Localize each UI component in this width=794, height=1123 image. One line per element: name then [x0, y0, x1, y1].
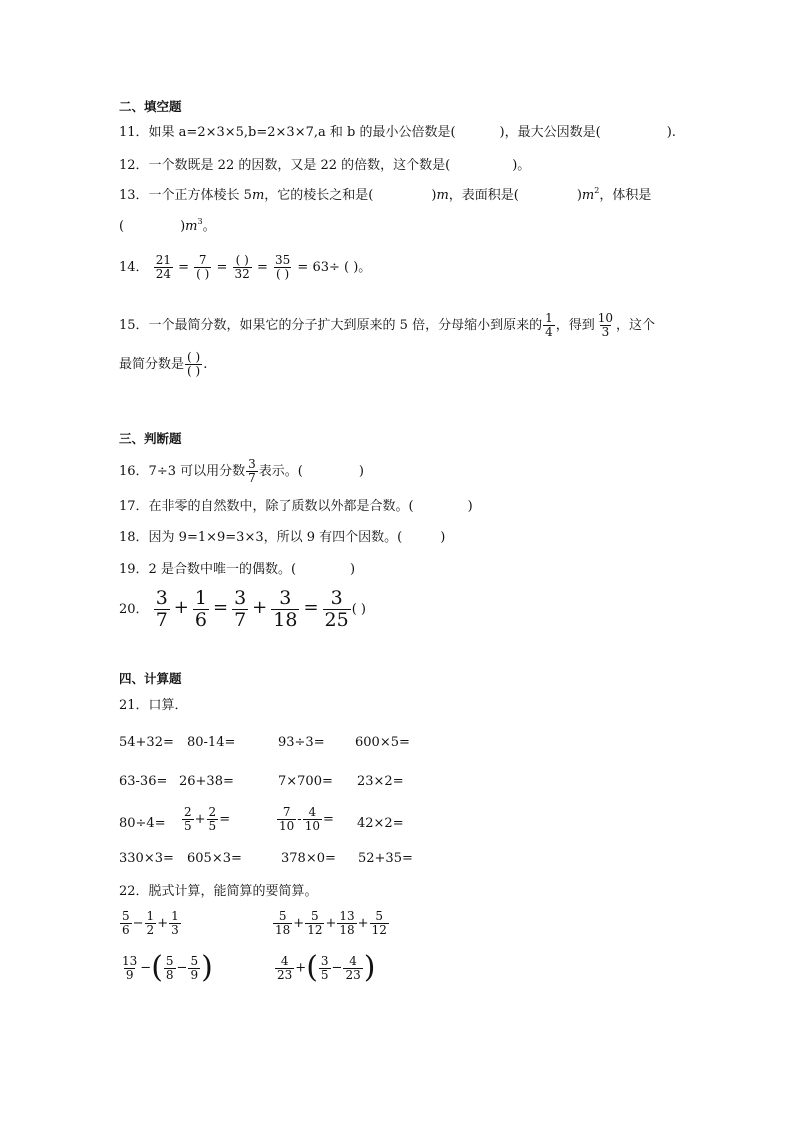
question-text: ). — [666, 125, 676, 140]
numerator: 3 — [234, 587, 247, 609]
numerator: 3 — [330, 587, 343, 609]
mental-math-item: 26+38= — [179, 774, 234, 789]
question-14 — [119, 254, 371, 281]
denominator: 18 — [273, 609, 298, 631]
denominator: 12 — [307, 923, 323, 937]
unit-m: m — [251, 188, 265, 203]
fraction — [277, 806, 296, 833]
fraction — [188, 955, 200, 982]
question-text: 表示。( — [258, 464, 303, 479]
unit-m: m — [581, 188, 595, 203]
question-text: ) — [576, 188, 582, 203]
question-number: 13． — [119, 188, 149, 203]
numerator: 3 — [279, 587, 292, 609]
fraction — [246, 458, 258, 485]
denominator: 23 — [345, 967, 361, 982]
denominator: 23 — [277, 967, 293, 982]
question-text: 一个数既是 22 的因数，又是 22 的倍数，这个数是( — [148, 158, 451, 173]
question-text: 脱式计算，能简算的要简算。 — [148, 884, 318, 899]
fraction — [169, 910, 181, 937]
equals: = — [216, 260, 228, 275]
superscript: 3 — [197, 217, 203, 226]
denominator: 7 — [234, 609, 247, 631]
denominator: 4 — [545, 325, 553, 339]
question-text: ) — [467, 499, 473, 514]
mental-math-item: 93÷3= — [278, 735, 325, 750]
expression-2 — [272, 910, 390, 937]
question-text: ，得到 — [555, 318, 595, 333]
denominator: 18 — [339, 923, 355, 937]
numerator: 7 — [198, 253, 207, 267]
numerator: 5 — [190, 953, 199, 968]
equals: = — [212, 597, 229, 618]
numerator: 1 — [194, 587, 207, 609]
fraction — [543, 312, 555, 339]
question-text: )。 — [512, 158, 531, 173]
fraction — [194, 254, 211, 281]
equals: = — [303, 597, 319, 618]
fraction — [273, 910, 292, 937]
fraction — [273, 254, 292, 281]
question-text: 因为 9=1×9=3×3，所以 9 有四个因数。( — [148, 530, 403, 545]
question-16 — [119, 458, 364, 485]
question-15 — [119, 312, 655, 339]
unit-m: m — [436, 188, 449, 203]
numerator: 21 — [155, 253, 171, 267]
mental-math-item: 605×3= — [187, 851, 242, 866]
numerator: 5 — [122, 909, 130, 923]
left-paren: ( — [151, 950, 163, 985]
question-number: 20． — [119, 602, 149, 617]
question-text: ( — [119, 219, 125, 234]
question-number: 19． — [119, 562, 149, 577]
operator: − — [331, 960, 343, 976]
question-text: ) — [358, 464, 364, 479]
numerator: 3 — [248, 457, 256, 471]
question-text: 一个最简分数，如果它的分子扩大到原来的 5 倍，分母缩小到原来的 — [148, 318, 543, 333]
fraction — [271, 588, 299, 631]
question-text: 如果 a=2×3×5,b=2×3×7,a 和 b 的最小公倍数是( — [148, 125, 456, 140]
section-judge-heading: 三、判断题 — [119, 431, 182, 446]
denominator: 6 — [122, 923, 130, 937]
question-number: 21． — [119, 698, 149, 713]
mental-math-item: 52+35= — [358, 851, 413, 866]
question-17 — [119, 498, 473, 516]
question-21 — [119, 697, 188, 715]
fraction — [164, 955, 176, 982]
numerator: 2 — [208, 805, 217, 819]
denominator: 24 — [155, 267, 171, 281]
question-number: 12． — [119, 158, 149, 173]
fraction — [305, 910, 324, 937]
numerator: 13 — [339, 909, 355, 923]
denominator: 3 — [171, 923, 179, 937]
operator: - — [297, 812, 302, 827]
blank-numerator[interactable]: ( ) — [235, 253, 249, 267]
denominator: 6 — [194, 609, 207, 631]
question-number: 18． — [119, 530, 149, 545]
right-paren: ) — [363, 950, 376, 985]
equals: = — [178, 260, 190, 275]
denominator: 9 — [190, 967, 199, 982]
fraction — [337, 910, 356, 937]
numerator: 1 — [146, 909, 155, 923]
mental-math-item-fraction — [181, 806, 230, 833]
denominator: 7 — [155, 609, 168, 631]
expression-4 — [274, 950, 376, 985]
question-text: ，它的棱长之和是( — [264, 188, 374, 203]
superscript: 2 — [594, 186, 600, 195]
question-text: 最简分数是 — [119, 357, 185, 372]
numerator: 10 — [597, 311, 614, 325]
question-15-line2 — [119, 351, 207, 378]
question-text: )，最大公因数是( — [499, 125, 601, 140]
question-number: 11． — [119, 125, 149, 140]
question-text: = 63÷ ( )。 — [297, 260, 372, 275]
question-text: 7÷3 可以用分数 — [148, 464, 246, 479]
question-number: 16． — [119, 464, 149, 479]
mental-math-item: 600×5= — [355, 735, 410, 750]
fraction — [154, 588, 170, 631]
unit-m: m — [185, 219, 198, 234]
fraction — [145, 910, 157, 937]
numerator: 1 — [545, 311, 553, 325]
fraction — [193, 588, 209, 631]
equals: = — [256, 260, 268, 275]
question-text: 在非零的自然数中，除了质数以外都是合数。( — [148, 499, 414, 514]
operator: + — [157, 916, 169, 931]
question-text: ) — [350, 562, 356, 577]
numerator: 13 — [122, 953, 138, 968]
denominator: 18 — [275, 923, 291, 937]
denominator: 5 — [208, 819, 217, 833]
numerator: 35 — [275, 253, 291, 267]
denominator: 2 — [146, 923, 155, 937]
fraction — [120, 955, 139, 982]
plus-sign: + — [252, 597, 268, 618]
section-fill-heading: 二、填空题 — [119, 99, 182, 114]
operator: + — [293, 916, 305, 931]
operator: + — [295, 960, 307, 976]
mental-math-item: 54+32= — [119, 735, 174, 750]
numerator: 5 — [375, 909, 384, 923]
right-paren: ) — [201, 950, 213, 985]
question-text: ) — [180, 219, 186, 234]
denominator: 32 — [234, 267, 250, 281]
equals: = — [322, 812, 334, 827]
question-20 — [119, 588, 366, 631]
denominator: 8 — [165, 967, 174, 982]
numerator: 3 — [320, 953, 329, 968]
question-19 — [119, 561, 355, 579]
denominator: 12 — [371, 923, 387, 937]
fraction — [319, 955, 331, 982]
fraction — [596, 312, 615, 339]
fraction — [154, 254, 173, 281]
numerator: 5 — [165, 953, 174, 968]
mental-math-item: 80÷4= — [119, 816, 166, 831]
operator: + — [325, 916, 337, 931]
numerator: 2 — [184, 805, 192, 819]
left-paren: ( — [306, 950, 318, 985]
fraction — [207, 806, 219, 833]
operator: − — [176, 960, 188, 976]
fraction — [232, 588, 248, 631]
fraction-answer[interactable] — [185, 351, 202, 378]
blank-denominator[interactable]: ( ) — [196, 267, 210, 281]
numerator: 5 — [311, 909, 319, 923]
denominator: 10 — [279, 819, 295, 833]
question-13-line2 — [119, 218, 216, 236]
blank-denominator[interactable]: ( ) — [276, 267, 290, 281]
mental-math-item: 80-14= — [187, 735, 236, 750]
numerator: 5 — [278, 909, 287, 923]
numerator: 4 — [349, 953, 357, 968]
numerator: 3 — [155, 587, 168, 609]
denominator: 5 — [184, 819, 192, 833]
mental-math-item-fraction — [276, 806, 334, 833]
numerator: 1 — [171, 909, 179, 923]
question-text: ，表面积是( — [448, 188, 519, 203]
mental-math-item: 330×3= — [119, 851, 174, 866]
mental-math-item: 42×2= — [357, 816, 404, 831]
question-text: 2 是合数中唯一的偶数。( — [148, 562, 297, 577]
question-number: 22． — [119, 884, 149, 899]
numerator: 7 — [282, 805, 291, 819]
denominator: 10 — [304, 819, 320, 833]
numerator: 4 — [280, 953, 289, 968]
question-12 — [119, 157, 530, 175]
question-22 — [119, 883, 318, 901]
question-text: 口算． — [148, 698, 188, 713]
fraction — [370, 910, 389, 937]
mental-math-item: 63-36= — [119, 774, 168, 789]
operator: + — [357, 916, 369, 931]
fraction — [303, 806, 322, 833]
question-text: 。 — [202, 219, 216, 234]
question-number: 15． — [119, 318, 149, 333]
denominator: 25 — [324, 609, 349, 631]
numerator: 4 — [308, 805, 317, 819]
blank-denominator[interactable]: ( ) — [187, 364, 201, 378]
fraction — [323, 588, 351, 631]
expression-1 — [119, 910, 182, 937]
question-text: ) — [440, 530, 446, 545]
answer-blank[interactable]: ( ) — [351, 602, 366, 617]
denominator: 3 — [601, 325, 610, 339]
mental-math-item: 378×0= — [281, 851, 336, 866]
question-11 — [119, 124, 676, 142]
fraction — [275, 955, 294, 982]
equals: = — [219, 812, 231, 827]
question-text: . — [203, 357, 208, 372]
operator: + — [194, 812, 206, 827]
question-text: ) — [431, 188, 437, 203]
blank-numerator[interactable]: ( ) — [187, 350, 201, 364]
operator: − — [132, 916, 144, 931]
question-13 — [119, 187, 651, 205]
fraction — [120, 910, 132, 937]
plus-sign: + — [173, 597, 189, 618]
question-text: ，体积是 — [599, 188, 652, 203]
operator: − — [140, 960, 152, 976]
denominator: 5 — [320, 967, 329, 982]
question-number: 14． — [119, 260, 149, 275]
question-number: 17． — [119, 499, 149, 514]
fraction — [233, 254, 252, 281]
expression-3 — [119, 950, 213, 985]
fraction — [343, 955, 362, 982]
question-18 — [119, 529, 445, 547]
mental-math-item: 7×700= — [278, 774, 333, 789]
mental-math-item: 23×2= — [357, 774, 404, 789]
denominator: 9 — [125, 967, 134, 982]
question-text: 一个正方体棱长 5 — [148, 188, 252, 203]
question-text: ，这个 — [616, 318, 656, 333]
section-calc-heading: 四、计算题 — [119, 671, 182, 686]
denominator: 7 — [248, 471, 256, 485]
fraction — [182, 806, 194, 833]
